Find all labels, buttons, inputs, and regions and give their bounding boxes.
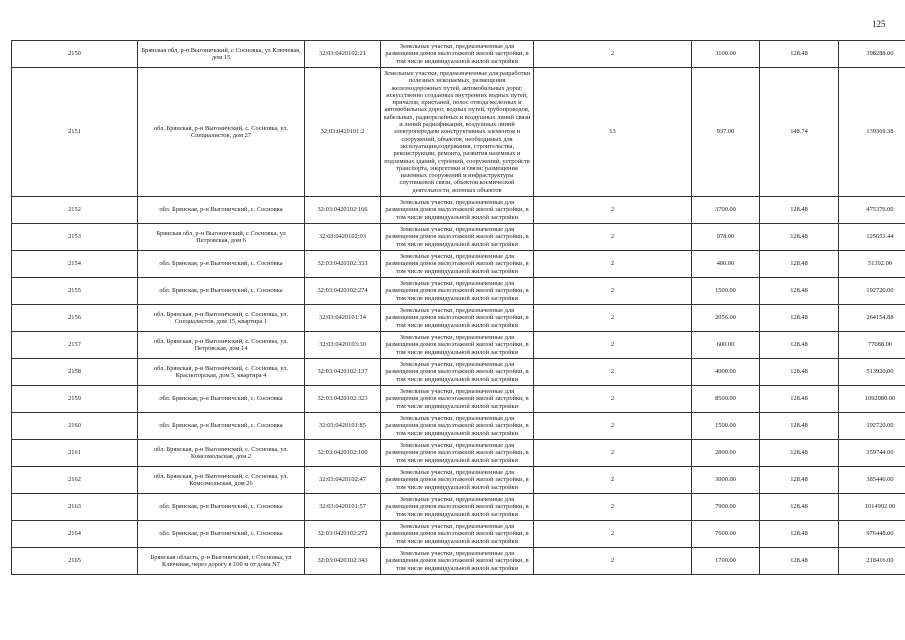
- unit-price-cell: 148.74: [760, 68, 839, 197]
- unit-price-cell: 128.48: [760, 332, 839, 359]
- row-number: 2152: [12, 197, 138, 224]
- use-code-cell: 2: [534, 548, 692, 575]
- cadastral-value-cell: 359744.00: [839, 440, 905, 467]
- land-use-cell: Земельные участки, предназначенные для размещения домов малоэтажной жилой застройки, в том числе индивидуальной жилой застройки: [381, 386, 534, 413]
- unit-price-cell: 128.48: [760, 386, 839, 413]
- cadastral-value-cell: 218416.00: [839, 548, 905, 575]
- use-code-cell: 2: [534, 332, 692, 359]
- use-code-cell: 2: [534, 305, 692, 332]
- unit-price-cell: 128.48: [760, 413, 839, 440]
- use-code-cell: 2: [534, 521, 692, 548]
- address-cell: обл. Брянская, р-н Выгоничский, с. Сосновка: [138, 494, 305, 521]
- unit-price-cell: 128.48: [760, 359, 839, 386]
- area-cell: 4000.00: [692, 359, 760, 386]
- table-row: [12, 467, 905, 494]
- cadastral-value-cell: 513920.00: [839, 359, 905, 386]
- row-number: 2154: [12, 251, 138, 278]
- cadastral-number-cell: 32:03:0420102:333: [305, 251, 381, 278]
- unit-price-cell: 128.48: [760, 521, 839, 548]
- row-number: 2163: [12, 494, 138, 521]
- address-cell: обл. Брянская, р-н Выгоничский, с. Сосновка: [138, 386, 305, 413]
- row-number: 2157: [12, 332, 138, 359]
- address-cell: Брянская обл, р-н Выгоничский, с Сосновка, ул Петровская, дом 6: [138, 224, 305, 251]
- use-code-cell: 2: [534, 494, 692, 521]
- area-cell: 600.00: [692, 332, 760, 359]
- address-cell: Брянская обл, р-н Выгоничский, с Сосновка, ул Ключевая, дом 15: [138, 41, 305, 68]
- table-row: [12, 359, 905, 386]
- cadastral-number-cell: 32:03:0420102:323: [305, 386, 381, 413]
- cadastral-number-cell: 32:03:0420102:272: [305, 521, 381, 548]
- unit-price-cell: 128.48: [760, 251, 839, 278]
- use-code-cell: 2: [534, 41, 692, 68]
- land-use-cell: Земельные участки, предназначенные для размещения домов малоэтажной жилой застройки, в том числе индивидуальной жилой застройки: [381, 41, 534, 68]
- area-cell: 3000.00: [692, 467, 760, 494]
- table-row: [12, 251, 905, 278]
- row-number: 2159: [12, 386, 138, 413]
- area-cell: 8500.00: [692, 386, 760, 413]
- table-row: [12, 494, 905, 521]
- land-use-cell: Земельные участки, предназначенные для размещения домов малоэтажной жилой застройки, в том числе индивидуальной жилой застройки: [381, 224, 534, 251]
- unit-price-cell: 128.48: [760, 440, 839, 467]
- unit-price-cell: 128.48: [760, 467, 839, 494]
- land-use-cell: Земельные участки, предназначенные для размещения домов малоэтажной жилой застройки, в том числе индивидуальной жилой застройки: [381, 440, 534, 467]
- land-use-cell: Земельные участки, предназначенные для размещения домов малоэтажной жилой застройки, в том числе индивидуальной жилой застройки: [381, 278, 534, 305]
- row-number: 2164: [12, 521, 138, 548]
- row-number: 2160: [12, 413, 138, 440]
- table-row: [12, 440, 905, 467]
- use-code-cell: 2: [534, 467, 692, 494]
- table-row: [12, 386, 905, 413]
- area-cell: 3100.00: [692, 41, 760, 68]
- area-cell: 2056.00: [692, 305, 760, 332]
- unit-price-cell: 128.48: [760, 224, 839, 251]
- address-cell: обл. Брянская, р-н Выгоничский, с. Сосновка, ул. Комсомольская, дом 26: [138, 467, 305, 494]
- cadastral-number-cell: 32:03:0420102:93: [305, 224, 381, 251]
- use-code-cell: 13: [534, 68, 692, 197]
- address-cell: обл. Брянская, р-н Выгоничский, с. Сосновка, ул. Специалистов, дом 27: [138, 68, 305, 197]
- use-code-cell: 2: [534, 359, 692, 386]
- area-cell: 937.00: [692, 68, 760, 197]
- cadastral-number-cell: 32:03:0420102:100: [305, 440, 381, 467]
- table-row: [12, 278, 905, 305]
- cadastral-number-cell: 32:03:0420101:2: [305, 68, 381, 197]
- cadastral-number-cell: 32:03:0420102:343: [305, 548, 381, 575]
- address-cell: обл. Брянская, р-н Выгоничский, с. Сосновка, ул. Специалистов, дом 15, квартира 1: [138, 305, 305, 332]
- cadastral-value-cell: 385440.00: [839, 467, 905, 494]
- cadastral-value-cell: 264154.88: [839, 305, 905, 332]
- table-row: [12, 413, 905, 440]
- unit-price-cell: 128.48: [760, 41, 839, 68]
- row-number: 2153: [12, 224, 138, 251]
- cadastral-number-cell: 32:03:0420102:47: [305, 467, 381, 494]
- row-number: 2158: [12, 359, 138, 386]
- row-number: 2161: [12, 440, 138, 467]
- land-use-cell: Земельные участки, предназначенные для размещения домов малоэтажной жилой застройки, в том числе индивидуальной жилой застройки: [381, 197, 534, 224]
- use-code-cell: 2: [534, 251, 692, 278]
- cadastral-number-cell: 32:03:0420102:274: [305, 278, 381, 305]
- unit-price-cell: 128.48: [760, 494, 839, 521]
- cadastral-value-cell: 192720.00: [839, 278, 905, 305]
- cadastral-value-cell: 51392.00: [839, 251, 905, 278]
- land-use-cell: Земельные участки, предназначенные для размещения домов малоэтажной жилой застройки, в том числе индивидуальной жилой застройки: [381, 521, 534, 548]
- cadastral-value-cell: 77088.00: [839, 332, 905, 359]
- land-use-cell: Земельные участки, предназначенные для размещения домов малоэтажной жилой застройки, в том числе индивидуальной жилой застройки: [381, 413, 534, 440]
- address-cell: обл. Брянская, р-н Выгоничский, с. Сосновка: [138, 251, 305, 278]
- use-code-cell: 2: [534, 197, 692, 224]
- cadastral-number-cell: 32:03:0420101:57: [305, 494, 381, 521]
- row-number: 2162: [12, 467, 138, 494]
- address-cell: обл. Брянская, р-н Выгоничский, с. Сосновка: [138, 197, 305, 224]
- land-use-cell: Земельные участки, предназначенные для размещения домов малоэтажной жилой застройки, в том числе индивидуальной жилой застройки: [381, 332, 534, 359]
- use-code-cell: 2: [534, 386, 692, 413]
- table-row: [12, 332, 905, 359]
- unit-price-cell: 128.48: [760, 548, 839, 575]
- table-row: [12, 197, 905, 224]
- table-row: [12, 68, 905, 197]
- address-cell: обл. Брянская, р-н Выгоничский, с. Сосновка, ул. Комсомольская, дом 2: [138, 440, 305, 467]
- table-row: [12, 41, 905, 68]
- area-cell: 2800.00: [692, 440, 760, 467]
- land-use-cell: Земельные участки, предназначенные для разработки полезных ископаемых, размещения железнодорожных путей, автомобильных дорог, искусственно созданных внутренних водных путей, причалов, пристаней, полос отвода железных и автомобильных дорог, водных путей, трубопроводов, кабельных, радиорелейных и воздушных линий связи и линий радиофикации, воздушных линий электропередачи конструктивных элементов и сооружений, объектов, необходимых для эксплуатации,содержания, строительства, реконструкции, ремонта, развития наземных и подземных зданий, строений, сооружений, устройств транспорта, энергетики и связи; размещения наземных сооружений и инфраструктуры спутниковой связи, объектов космической деятельности, военных объектов: [381, 68, 534, 197]
- cadastral-number-cell: 32:03:0420102:21: [305, 41, 381, 68]
- page-number: 125: [872, 19, 886, 29]
- cadastral-value-cell: 1014992.00: [839, 494, 905, 521]
- land-use-cell: Земельные участки, предназначенные для размещения домов малоэтажной жилой застройки, в том числе индивидуальной жилой застройки: [381, 494, 534, 521]
- row-number: 2150: [12, 41, 138, 68]
- address-cell: обл. Брянская, р-н Выгоничский, с. Сосновка: [138, 521, 305, 548]
- use-code-cell: 2: [534, 278, 692, 305]
- cadastral-value-cell: 1092080.00: [839, 386, 905, 413]
- cadastral-value-cell: 139369.38: [839, 68, 905, 197]
- land-use-cell: Земельные участки, предназначенные для размещения домов малоэтажной жилой застройки, в том числе индивидуальной жилой застройки: [381, 359, 534, 386]
- address-cell: обл. Брянская, р-н Выгоничский, с. Сосновка: [138, 413, 305, 440]
- table-row: [12, 548, 905, 575]
- area-cell: 978.00: [692, 224, 760, 251]
- land-use-cell: Земельные участки, предназначенные для размещения домов малоэтажной жилой застройки, в том числе индивидуальной жилой застройки: [381, 548, 534, 575]
- area-cell: 1500.00: [692, 278, 760, 305]
- land-use-cell: Земельные участки, предназначенные для размещения домов малоэтажной жилой застройки, в том числе индивидуальной жилой застройки: [381, 251, 534, 278]
- land-use-cell: Земельные участки, предназначенные для размещения домов малоэтажной жилой застройки, в том числе индивидуальной жилой застройки: [381, 467, 534, 494]
- address-cell: обл. Брянская, р-н Выгоничский, с. Сосновка: [138, 278, 305, 305]
- address-cell: Брянская область, р-н Выгоничский, с Сосновка, ул Ключевая, через дорогу в 100 м от дома N7: [138, 548, 305, 575]
- cadastral-value-cell: 976448.00: [839, 521, 905, 548]
- row-number: 2151: [12, 68, 138, 197]
- use-code-cell: 2: [534, 413, 692, 440]
- row-number: 2155: [12, 278, 138, 305]
- cadastral-value-cell: 192720.00: [839, 413, 905, 440]
- use-code-cell: 2: [534, 440, 692, 467]
- area-cell: 7600.00: [692, 521, 760, 548]
- area-cell: 3700.00: [692, 197, 760, 224]
- table-row: [12, 224, 905, 251]
- cadastral-number-cell: 32:03:0420102:166: [305, 197, 381, 224]
- table-row: [12, 521, 905, 548]
- table-row: [12, 305, 905, 332]
- cadastral-number-cell: 32:03:0420102:137: [305, 359, 381, 386]
- cadastral-number-cell: 32:03:0420101:85: [305, 413, 381, 440]
- area-cell: 1500.00: [692, 413, 760, 440]
- area-cell: 400.00: [692, 251, 760, 278]
- unit-price-cell: 128.48: [760, 197, 839, 224]
- cadastral-number-cell: 32:03:0420103:30: [305, 332, 381, 359]
- row-number: 2165: [12, 548, 138, 575]
- row-number: 2156: [12, 305, 138, 332]
- land-use-cell: Земельные участки, предназначенные для размещения домов малоэтажной жилой застройки, в том числе индивидуальной жилой застройки: [381, 305, 534, 332]
- use-code-cell: 2: [534, 224, 692, 251]
- area-cell: 7900.00: [692, 494, 760, 521]
- area-cell: 1700.00: [692, 548, 760, 575]
- address-cell: обл. Брянская, р-н Выгоничский, с. Сосновка, ул. Петровская, дом 14: [138, 332, 305, 359]
- cadastral-value-cell: 475376.00: [839, 197, 905, 224]
- land-registry-table: [11, 40, 905, 575]
- cadastral-value-cell: 125653.44: [839, 224, 905, 251]
- address-cell: обл. Брянская, р-н Выгоничский, с. Сосновка, ул. Красногорская, дом 5, квартира 4: [138, 359, 305, 386]
- cadastral-number-cell: 32:03:0420101:14: [305, 305, 381, 332]
- unit-price-cell: 128.48: [760, 278, 839, 305]
- cadastral-value-cell: 398288.00: [839, 41, 905, 68]
- unit-price-cell: 128.48: [760, 305, 839, 332]
